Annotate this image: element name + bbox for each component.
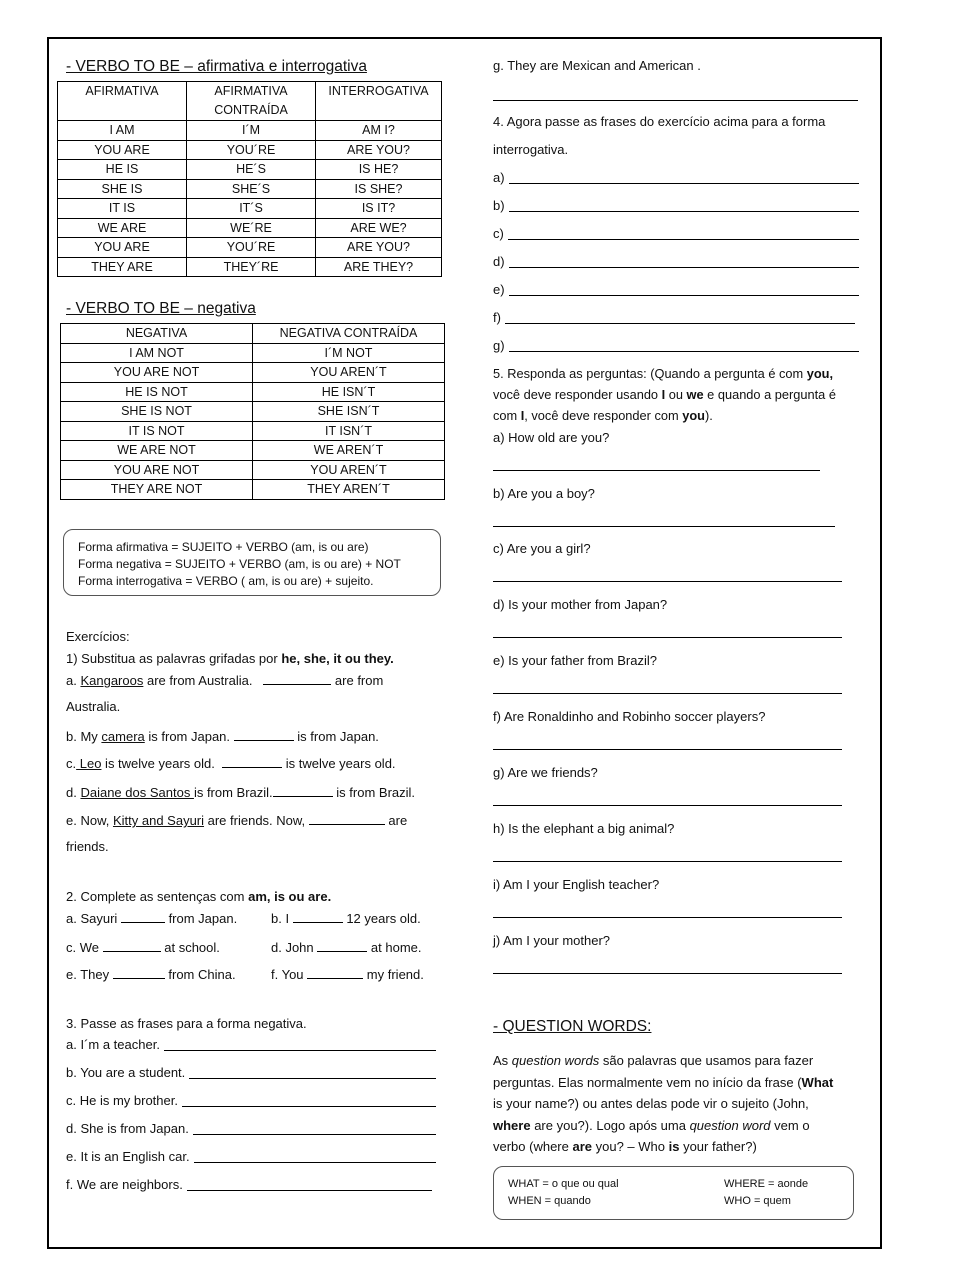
question: a) How old are you? — [493, 430, 610, 445]
sentence: a. I´m a teacher. — [66, 1037, 160, 1052]
header-text: AFIRMATIVA — [85, 84, 159, 98]
ex4-item — [493, 226, 859, 242]
table-cell: YOU AREN´T — [253, 460, 445, 480]
item-label: g) — [493, 338, 505, 353]
paragraph-line — [493, 1072, 833, 1094]
item-text: are from — [331, 673, 384, 688]
answer-blank[interactable] — [121, 910, 165, 923]
item-prefix: e. Now, — [66, 813, 113, 828]
item-prefix: b. My — [66, 729, 102, 744]
table-row — [61, 441, 445, 461]
answer-line[interactable] — [508, 226, 859, 240]
header-text: CONTRAÍDA — [214, 103, 288, 117]
ex4-item — [493, 310, 859, 326]
ex4-item — [493, 198, 859, 214]
table-cell: IS SHE? — [316, 179, 442, 199]
table-cell: YOU ARE — [58, 140, 187, 160]
verb-to-be-affirmative-table — [57, 81, 442, 277]
answer-line[interactable] — [164, 1037, 436, 1051]
paragraph-line: is your name?) ou antes delas pode vir o sujeito (John, — [493, 1096, 809, 1111]
header-afirmativa — [58, 82, 187, 121]
table-cell: YOU´RE — [187, 140, 316, 160]
question: j) Am I your mother? — [493, 933, 611, 948]
header-text: AFIRMATIVA — [214, 84, 288, 98]
table-row — [61, 460, 445, 480]
answer-line[interactable] — [193, 1121, 436, 1135]
answer-blank[interactable] — [222, 755, 282, 768]
ex3-item — [66, 1037, 438, 1053]
ex1-item-b — [66, 728, 379, 745]
answer-line[interactable] — [187, 1177, 432, 1191]
sentence: b. You are a student. — [66, 1065, 186, 1080]
answer-line[interactable] — [493, 861, 842, 862]
ex1-item-d — [66, 784, 415, 801]
ex2-item-d — [271, 939, 422, 956]
who-definition: WHO = quem — [724, 1195, 791, 1207]
table-cell: WE ARE NOT — [61, 441, 253, 461]
ex2-item-b — [271, 910, 421, 927]
table-cell: I´M NOT — [253, 343, 445, 363]
answer-line[interactable] — [493, 637, 842, 638]
ex2-prompt-text: 2. Complete as sentenças com — [66, 889, 249, 904]
italic-text: question word — [689, 1117, 771, 1133]
answer-line[interactable] — [509, 170, 859, 184]
table-cell: SHE IS — [58, 179, 187, 199]
table-cell: IS IT? — [316, 199, 442, 219]
text: são palavras que usamos para fazer — [599, 1053, 814, 1068]
table-row — [61, 421, 445, 441]
table-cell: THEY AREN´T — [253, 480, 445, 500]
answer-line[interactable] — [509, 198, 859, 212]
underlined-word: Kangaroos — [80, 673, 144, 688]
table-row — [58, 179, 442, 199]
italic-text: question words — [511, 1053, 600, 1068]
table-row — [58, 218, 442, 238]
ex1-item-e-wrap: friends. — [66, 839, 109, 854]
item-text: f. You — [271, 967, 304, 982]
rules-box — [63, 529, 441, 596]
table-cell: SHE IS NOT — [61, 402, 253, 422]
prompt-text: , você deve responder com — [524, 408, 683, 423]
table-cell: I AM NOT — [61, 343, 253, 363]
text: As — [493, 1053, 512, 1068]
text: you? – Who — [592, 1139, 669, 1154]
answer-line[interactable] — [194, 1149, 436, 1163]
text: your father?) — [679, 1139, 757, 1154]
item-text: d. John — [271, 940, 314, 955]
underlined-word: Leo — [76, 756, 102, 771]
question: d) Is your mother from Japan? — [493, 597, 668, 612]
table-cell: THEY´RE — [187, 257, 316, 277]
item-label: f) — [493, 310, 501, 325]
item-text: is from Brazil. — [193, 785, 273, 800]
item-prefix: a. — [66, 673, 81, 688]
rule-interrogative: Forma interrogativa = VERBO ( am, is ou are) + sujeito. — [78, 574, 374, 588]
ex3-item — [66, 1149, 438, 1165]
item-text: my friend. — [366, 967, 424, 982]
header-afirmativa-contraida — [187, 82, 316, 121]
item-label: e) — [493, 282, 505, 297]
sentence: c. He is my brother. — [66, 1093, 178, 1108]
answer-blank[interactable] — [263, 672, 331, 685]
prompt-text: ou — [665, 387, 687, 402]
table-row — [58, 257, 442, 277]
table-cell: ARE YOU? — [316, 238, 442, 258]
item-prefix: d. — [66, 785, 81, 800]
answer-line[interactable] — [493, 581, 842, 582]
bold-text: is — [668, 1139, 680, 1154]
ex1-item-a — [66, 672, 383, 689]
table-cell: YOU ARE — [58, 238, 187, 258]
prompt-text: 5. Responda as perguntas: (Quando a pergunta é com — [493, 366, 807, 381]
rule-affirmative: Forma afirmativa = SUJEITO + VERBO (am, is ou are) — [78, 540, 369, 554]
answer-blank[interactable] — [234, 728, 294, 741]
question-words-heading: - QUESTION WORDS: — [493, 1018, 652, 1035]
item-text: e. They — [66, 967, 110, 982]
ex4-item — [493, 282, 859, 298]
table-cell: YOU ARE NOT — [61, 363, 253, 383]
ex4-item — [493, 338, 859, 354]
ex5-prompt-line2 — [493, 387, 836, 403]
question: i) Am I your English teacher? — [493, 877, 660, 892]
table-cell: I´M — [187, 121, 316, 141]
item-text: at home. — [370, 940, 422, 955]
where-definition: WHERE = aonde — [724, 1178, 809, 1190]
ex2-item-f — [271, 966, 424, 983]
table-cell: YOU AREN´T — [253, 363, 445, 383]
paragraph-line — [493, 1115, 833, 1137]
bold-text: where — [493, 1117, 531, 1133]
answer-line[interactable] — [493, 917, 842, 918]
ex2-prompt-bold: am, is ou are. — [248, 889, 332, 904]
table-cell: HE IS — [58, 160, 187, 180]
prompt-bold: you — [682, 408, 705, 423]
ex3-item — [66, 1065, 438, 1081]
prompt-bold: you, — [806, 366, 834, 381]
bold-text: What — [801, 1074, 834, 1090]
sentence: e. It is an English car. — [66, 1149, 190, 1164]
ex1-item-e — [66, 812, 407, 829]
item-text: are from Australia. — [143, 673, 253, 688]
table1-heading: - VERBO TO BE – afirmativa e interrogativa — [66, 58, 367, 75]
table-cell: IT IS — [58, 199, 187, 219]
item-text: a. Sayuri — [66, 911, 118, 926]
table-cell: WE´RE — [187, 218, 316, 238]
table-cell: ARE YOU? — [316, 140, 442, 160]
ex1-item-a-wrap: Australia. — [66, 699, 121, 714]
table-cell: IS HE? — [316, 160, 442, 180]
item-label: c) — [493, 226, 504, 241]
header-negativa-contraida: NEGATIVA CONTRAÍDA — [253, 324, 445, 344]
item-text: from Japan. — [168, 911, 238, 926]
ex3-item — [66, 1177, 438, 1193]
item-label: d) — [493, 254, 505, 269]
table-row — [61, 382, 445, 402]
item-label: a) — [493, 170, 505, 185]
table2-heading: - VERBO TO BE – negativa — [66, 300, 256, 317]
item-text: is twelve years old. — [282, 756, 396, 771]
underlined-word: Daiane dos Santos — [80, 785, 194, 800]
table-cell: THEY ARE — [58, 257, 187, 277]
what-definition: WHAT = o que ou qual — [508, 1178, 619, 1190]
question: h) Is the elephant a big animal? — [493, 821, 675, 836]
table-cell: HE IS NOT — [61, 382, 253, 402]
answer-line[interactable] — [493, 693, 842, 694]
sentence: f. We are neighbors. — [66, 1177, 183, 1192]
question-words-box — [493, 1166, 854, 1220]
ex3-item — [66, 1093, 438, 1109]
answer-blank[interactable] — [309, 812, 385, 825]
item-text: 12 years old. — [346, 911, 421, 926]
prompt-text: você deve responder usando — [493, 387, 662, 402]
item-text: from China. — [168, 967, 236, 982]
text: vem o — [770, 1117, 810, 1133]
answer-line[interactable] — [509, 282, 859, 296]
prompt-text: ). — [704, 408, 713, 423]
answer-line[interactable] — [493, 100, 858, 101]
item-text: is from Japan. — [144, 729, 231, 744]
ex2-item-e — [66, 966, 236, 983]
ex2-prompt — [66, 889, 331, 905]
ex4-item — [493, 254, 859, 270]
table-cell: SHE´S — [187, 179, 316, 199]
verb-to-be-negative-table — [60, 323, 445, 500]
table-cell: ARE WE? — [316, 218, 442, 238]
sentence: d. She is from Japan. — [66, 1121, 189, 1136]
ex2-item-a — [66, 910, 237, 927]
paragraph-line — [493, 1136, 833, 1158]
table-row — [61, 402, 445, 422]
table-cell: SHE ISN´T — [253, 402, 445, 422]
text: perguntas. Elas normalmente vem no início da frase ( — [493, 1074, 802, 1090]
item-text: is twelve years old. — [101, 756, 215, 771]
item-text: is from Japan. — [293, 729, 379, 744]
ex1-prompt-text: 1) Substitua as palavras grifadas por — [66, 651, 282, 666]
rule-negative: Forma negativa = SUJEITO + VERBO (am, is ou are) + NOT — [78, 557, 401, 571]
answer-blank[interactable] — [113, 966, 165, 979]
item-label: b) — [493, 198, 505, 213]
ex1-prompt — [66, 651, 394, 667]
table-row — [61, 363, 445, 383]
table-row — [61, 480, 445, 500]
item-text: are friends. Now, — [204, 813, 306, 828]
ex5-prompt-line3 — [493, 408, 713, 424]
underlined-word: Kitty and Sayuri — [112, 813, 205, 828]
ex3-item — [66, 1121, 438, 1137]
table-row — [58, 140, 442, 160]
question: f) Are Ronaldinho and Robinho soccer players? — [493, 709, 766, 724]
table-cell: HE ISN´T — [253, 382, 445, 402]
table-cell: IT IS NOT — [61, 421, 253, 441]
prompt-bold: we — [686, 387, 704, 402]
prompt-text: e quando a pergunta é — [703, 387, 836, 402]
answer-blank[interactable] — [317, 939, 367, 952]
question: c) Are you a girl? — [493, 541, 591, 556]
table-cell: WE ARE — [58, 218, 187, 238]
table-row — [58, 238, 442, 258]
item-text: b. I — [271, 911, 290, 926]
item-text: is from Brazil. — [332, 785, 416, 800]
table-cell: THEY ARE NOT — [61, 480, 253, 500]
question-words-paragraph — [493, 1050, 833, 1158]
header-text: INTERROGATIVA — [328, 84, 429, 98]
question: e) Is your father from Brazil? — [493, 653, 657, 668]
answer-line[interactable] — [493, 973, 842, 974]
item-prefix: c. — [66, 756, 77, 771]
prompt-text: com — [493, 408, 521, 423]
text: are you?). Logo após uma — [530, 1117, 690, 1133]
answer-blank[interactable] — [103, 939, 161, 952]
table-row — [61, 343, 445, 363]
header-negativa: NEGATIVA — [61, 324, 253, 344]
bold-text: are — [572, 1139, 593, 1154]
table-cell: IT ISN´T — [253, 421, 445, 441]
underlined-word: camera — [101, 729, 145, 744]
table-cell: HE´S — [187, 160, 316, 180]
answer-line[interactable] — [493, 526, 835, 527]
answer-line[interactable] — [493, 805, 842, 806]
prompt-bold: I — [520, 408, 525, 423]
answer-line[interactable] — [509, 338, 859, 352]
answer-line[interactable] — [189, 1065, 436, 1079]
answer-blank[interactable] — [307, 966, 363, 979]
table-cell: WE AREN´T — [253, 441, 445, 461]
prompt-bold: I — [661, 387, 666, 402]
question: b) Are you a boy? — [493, 486, 595, 501]
table-row — [58, 199, 442, 219]
table-row — [58, 121, 442, 141]
ex4-item — [493, 170, 859, 186]
item-text: at school. — [164, 940, 220, 955]
answer-blank[interactable] — [273, 784, 333, 797]
table-row — [58, 160, 442, 180]
ex4-prompt-line1: 4. Agora passe as frases do exercício acima para a forma — [493, 114, 826, 129]
table-cell: YOU ARE NOT — [61, 460, 253, 480]
item-text: are — [384, 813, 408, 828]
table-cell: AM I? — [316, 121, 442, 141]
ex1-prompt-bold: he, she, it ou they. — [281, 651, 394, 666]
answer-blank[interactable] — [293, 910, 343, 923]
ex5-prompt-line1 — [493, 366, 833, 382]
table-cell: I AM — [58, 121, 187, 141]
question: g) Are we friends? — [493, 765, 598, 780]
answer-line[interactable] — [493, 470, 820, 471]
text: verbo (where — [493, 1139, 573, 1154]
table-cell: IT´S — [187, 199, 316, 219]
ex1-item-c — [66, 755, 396, 772]
answer-line[interactable] — [509, 254, 859, 268]
ex3-prompt: 3. Passe as frases para a forma negativa. — [66, 1016, 307, 1031]
ex4-prompt-line2: interrogativa. — [493, 142, 569, 157]
paragraph-line — [493, 1050, 833, 1072]
answer-line[interactable] — [505, 310, 855, 324]
when-definition: WHEN = quando — [508, 1195, 591, 1207]
exercises-label: Exercícios: — [66, 629, 130, 644]
answer-line[interactable] — [493, 749, 842, 750]
ex3-item-g: g. They are Mexican and American . — [493, 58, 701, 73]
answer-line[interactable] — [182, 1093, 436, 1107]
table-cell: YOU´RE — [187, 238, 316, 258]
ex2-item-c — [66, 939, 220, 956]
table-cell: ARE THEY? — [316, 257, 442, 277]
header-interrogativa — [316, 82, 442, 121]
item-text: c. We — [66, 940, 99, 955]
